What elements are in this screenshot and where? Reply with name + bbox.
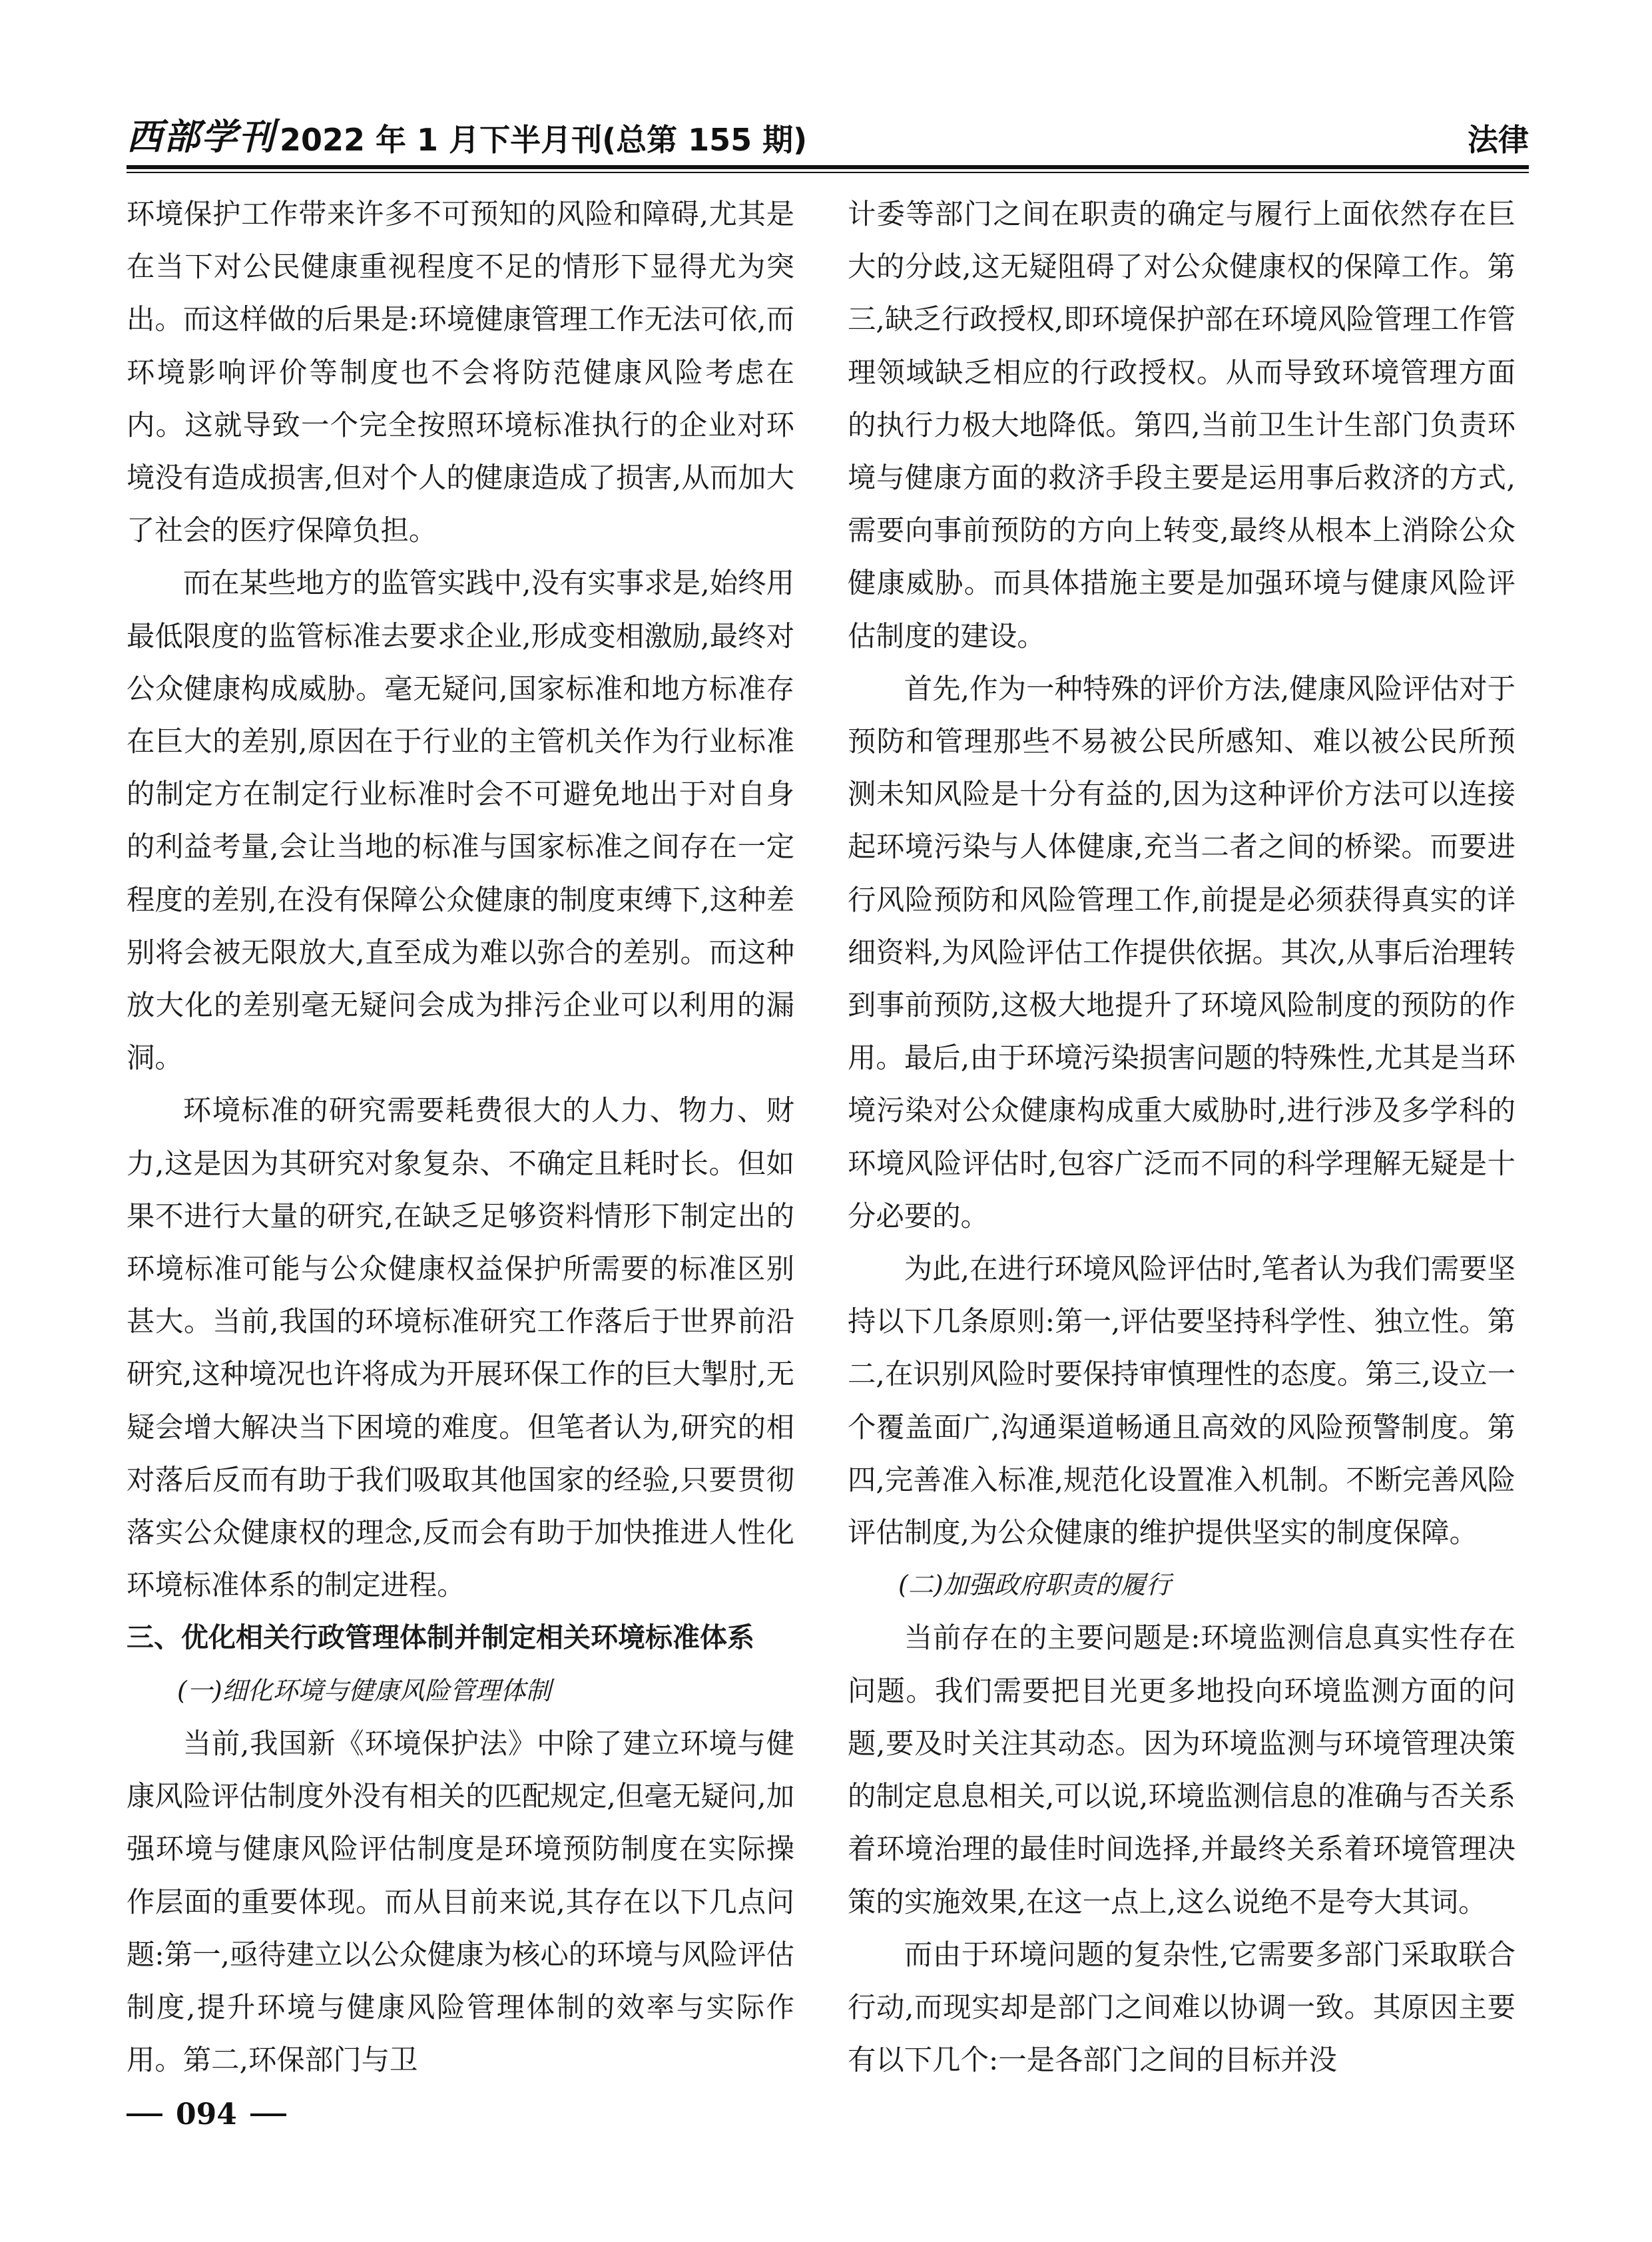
paragraph: 首先,作为一种特殊的评价方法,健康风险评估对于预防和管理那些不易被公民所感知、难以被公民所预测未知风险是十分有益的,因为这种评价方法可以连接起环境污染与人体健康,充当二者之间的桥梁。而要进行风险预防和风险管理工作,前提是必须获得真实的详细资料,为风险评估工作提供依据。其次,从事后治理转到事前预防,这极大地提升了环境风险制度的预防的作用。最后,由于环境污染损害问题的特殊性,尤其是当环境污染对公众健康构成重大威胁时,进行涉及多学科的环境风险评估时,包容广泛而不同的科学理解无疑是十分必要的。 xyxy=(848,672,1515,1233)
journal-logo: 西部学刊 xyxy=(127,115,276,158)
page-footer xyxy=(127,2098,300,2131)
paragraph: 为此,在进行环境风险评估时,笔者认为我们需要坚持以下几条原则:第一,评估要坚持科学性、独立性。第二,在识别风险时要保持审慎理性的态度。第三,设立一个覆盖面广,沟通渠道畅通且高效的风险预警制度。第四,完善准入标准,规范化设置准入机制。不断完善风险评估制度,为公众健康的维护提供坚实的制度保障。 xyxy=(848,1253,1515,1549)
paragraph: 而在某些地方的监管实践中,没有实事求是,始终用最低限度的监管标准去要求企业,形成变相激励,最终对公众健康构成威胁。毫无疑问,国家标准和地方标准存在巨大的差别,原因在于行业的主管机关作为行业标准的制定方在制定行业标准时会不可避免地出于对自身的利益考量,会让当地的标准与国家标准之间存在一定程度的差别,在没有保障公众健康的制度束缚下,这种差别将会被无限放大,直至成为难以弥合的差别。而这种放大化的差别毫无疑问会成为排污企业可以利用的漏洞。 xyxy=(127,567,794,1075)
footer-dash-left xyxy=(127,2113,162,2116)
header-rule xyxy=(127,165,1529,169)
header-rule-thin xyxy=(127,172,1529,173)
paragraph: 而由于环境问题的复杂性,它需要多部门采取联合行动,而现实却是部门之间难以协调一致。其原因主要有以下几个:一是各部门之间的目标并没 xyxy=(848,1938,1515,2077)
subsection-heading: (一)细化环境与健康风险管理体制 xyxy=(177,1675,551,1705)
section-heading: 三、优化相关行政管理体制并制定相关环境标准体系 xyxy=(127,1621,754,1654)
footer-dash-right xyxy=(250,2113,286,2116)
paragraph: 当前,我国新《环境保护法》中除了建立环境与健康风险评估制度外没有相关的匹配规定,但毫无疑问,加强环境与健康风险评估制度是环境预防制度在实际操作层面的重要体现。而从目前来说,其存在以下几点问题:第一,亟待建立以公众健康为核心的环境与风险评估制度,提升环境与健康风险管理体制的效率与实际作用。第二,环保部门与卫 xyxy=(127,1727,794,2077)
paragraph: 环境保护工作带来许多不可预知的风险和障碍,尤其是在当下对公民健康重视程度不足的情形下显得尤为突出。而这样做的后果是:环境健康管理工作无法可依,而环境影响评价等制度也不会将防范健康风险考虑在内。这就导致一个完全按照环境标准执行的企业对环境没有造成损害,但对个人的健康造成了损害,从而加大了社会的医疗保障负担。 xyxy=(127,198,794,547)
right-column xyxy=(848,188,1515,2086)
header-left xyxy=(127,109,807,160)
issue-info: 2022 年 1 月下半月刊(总第 155 期) xyxy=(280,122,808,158)
page-header xyxy=(127,107,1529,160)
paragraph: 计委等部门之间在职责的确定与履行上面依然存在巨大的分歧,这无疑阻碍了对公众健康权的保障工作。第三,缺乏行政授权,即环境保护部在环境风险管理工作管理领域缺乏相应的行政授权。从而导致环境管理方面的执行力极大地降低。第四,当前卫生计生部门负责环境与健康方面的救济手段主要是运用事后救济的方式,需要向事前预防的方向上转变,最终从根本上消除公众健康威胁。而具体措施主要是加强环境与健康风险评估制度的建设。 xyxy=(848,198,1515,653)
section-label: 法律 xyxy=(1468,122,1529,158)
paragraph: 环境标准的研究需要耗费很大的人力、物力、财力,这是因为其研究对象复杂、不确定且耗时长。但如果不进行大量的研究,在缺乏足够资料情形下制定出的环境标准可能与公众健康权益保护所需要的标准区别甚大。当前,我国的环境标准研究工作落后于世界前沿研究,这种境况也许将成为开展环保工作的巨大掣肘,无疑会增大解决当下困境的难度。但笔者认为,研究的相对落后反而有助于我们吸取其他国家的经验,只要贯彻落实公众健康权的理念,反而会有助于加快推进人性化环境标准体系的制定进程。 xyxy=(127,1094,794,1602)
left-column xyxy=(127,188,794,2086)
page-number: 094 xyxy=(176,2098,237,2131)
subsection-heading: (二)加强政府职责的履行 xyxy=(898,1570,1171,1600)
paragraph: 当前存在的主要问题是:环境监测信息真实性存在问题。我们需要把目光更多地投向环境监测方面的问题,要及时关注其动态。因为环境监测与环境管理决策的制定息息相关,可以说,环境监测信息的准确与否关系着环境治理的最佳时间选择,并最终关系着环境管理决策的实施效果,在这一点上,这么说绝不是夸大其词。 xyxy=(848,1621,1515,1918)
